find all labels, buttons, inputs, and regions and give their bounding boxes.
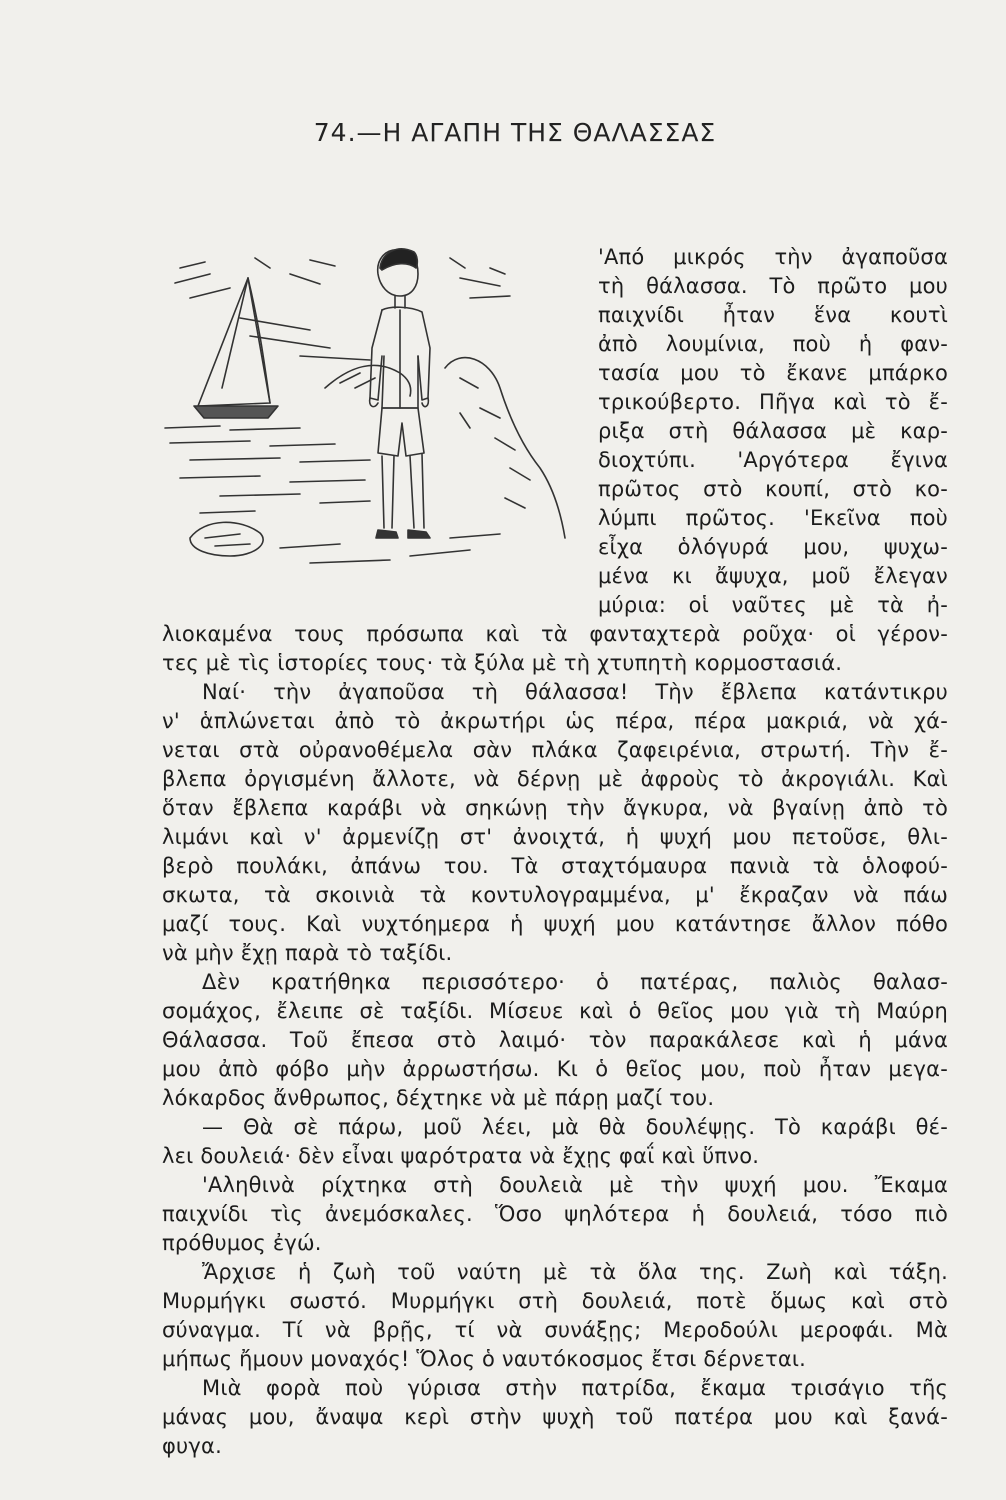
sea-boy-illustration xyxy=(160,238,580,578)
text-line: μένα κι ἄψυχα, μοῦ ἔλεγαν xyxy=(598,564,948,588)
text-line: ριξα στὴ θάλασσα μὲ καρ- xyxy=(598,419,948,443)
text-line: τὴ θάλασσα. Τὸ πρῶτο μου xyxy=(598,274,948,298)
text-line: τρικούβερτο. Πῆγα καὶ τὸ ἔ- xyxy=(598,390,948,414)
text-line: μάνας μου, ἄναψα κερὶ στὴν ψυχὴ τοῦ πατέρα μου καὶ ξανά- xyxy=(162,1405,948,1429)
text-line: λει δουλειά· δὲν εἶναι ψαρότρατα νὰ ἔχῃς φαΐ καὶ ὕπνο. xyxy=(162,1144,760,1168)
text-line: νεται στὰ οὐρανοθέμελα σὰν πλάκα ζαφειρένια, στρωτή. Τὴν ἔ- xyxy=(162,738,948,762)
text-line: βλεπα ὀργισμένη ἄλλοτε, νὰ δέρνῃ μὲ ἀφροὺς τὸ ἀκρογιάλι. Καὶ xyxy=(162,767,948,791)
text-line: ὅταν ἔβλεπα καράβι νὰ σηκώνῃ τὴν ἄγκυρα, νὰ βγαίνῃ ἀπὸ τὸ xyxy=(162,796,948,820)
text-line: μύρια: οἱ ναῦτες μὲ τὰ ἠ- xyxy=(598,593,948,617)
text-line: μαζί τους. Καὶ νυχτόημερα ἡ ψυχή μου κατάντησε ἄλλον πόθο xyxy=(162,912,948,936)
paragraph-first-line: 'Αληθινὰ ρίχτηκα στὴ δουλειὰ μὲ τὴν ψυχή μου. Ἔκαμα xyxy=(202,1173,948,1197)
paragraph-first-line: — Θὰ σὲ πάρω, μοῦ λέει, μὰ θὰ δουλέψῃς. Τὸ καράβι θέ- xyxy=(202,1115,948,1139)
text-line: σκωτα, τὰ σκοινιὰ τὰ κοντυλογραμμένα, μ' ἔκραζαν νὰ πάω xyxy=(162,883,948,907)
text-line: λόκαρδος ἄνθρωπος, δέχτηκε νὰ μὲ πάρῃ μαζί του. xyxy=(162,1086,715,1110)
text-line: εἶχα ὁλόγυρά μου, ψυχω- xyxy=(598,535,948,559)
text-line: ν' ἁπλώνεται ἀπὸ τὸ ἀκρωτήρι ὡς πέρα, πέρα μακριά, νὰ χά- xyxy=(162,709,948,733)
text-line: λύμπι πρῶτος. 'Εκεῖνα ποὺ xyxy=(598,506,948,530)
text-line: τες μὲ τὶς ἱστορίες τους· τὰ ξύλα μὲ τὴ χτυπητὴ κορμοστασιά. xyxy=(162,651,843,675)
text-line: Μυρμήγκι σωστό. Μυρμήγκι στὴ δουλειά, ποτὲ ὅμως καὶ στὸ xyxy=(162,1289,948,1313)
text-line: διοχτύπι. 'Αργότερα ἔγινα xyxy=(598,448,948,472)
text-line: νὰ μὴν ἔχῃ παρὰ τὸ ταξίδι. xyxy=(162,941,453,965)
text-line: πρόθυμος ἐγώ. xyxy=(162,1231,322,1255)
text-line: 'Από μικρός τὴν ἀγαποῦσα xyxy=(598,245,948,269)
text-line: μήπως ἤμουν μοναχός! Ὅλος ὁ ναυτόκοσμος ἔτσι δέρνεται. xyxy=(162,1347,807,1371)
text-line: παιχνίδι τὶς ἀνεμόσκαλες. Ὅσο ψηλότερα ἡ δουλειά, τόσο πιὸ xyxy=(162,1202,948,1226)
text-line: λιμάνι καὶ ν' ἀρμενίζῃ στ' ἀνοιχτά, ἡ ψυχή μου πετοῦσε, θλι- xyxy=(162,825,948,849)
chapter-title: 74.—Η ΑΓΑΠΗ ΤΗΣ ΘΑΛΑΣΣΑΣ xyxy=(313,118,717,147)
text-line: παιχνίδι ἦταν ἕνα κουτὶ xyxy=(598,303,948,327)
text-line: λιοκαμένα τους πρόσωπα καὶ τὰ φανταχτερὰ ροῦχα· οἱ γέρον- xyxy=(162,622,948,646)
paragraph-first-line: Ἄρχισε ἡ ζωὴ τοῦ ναύτη μὲ τὰ ὅλα της. Ζωὴ καὶ τάξη. xyxy=(202,1260,948,1284)
text-line: μου ἀπὸ φόβο μὴν ἀρρωστήσω. Κι ὁ θεῖος μου, ποὺ ἦταν μεγα- xyxy=(162,1057,948,1081)
text-line: σομάχος, ἔλειπε σὲ ταξίδι. Μίσευε καὶ ὁ θεῖος μου γιὰ τὴ Μαύρη xyxy=(162,999,948,1023)
text-line: βερὸ πουλάκι, ἀπάνω του. Τὰ σταχτόμαυρα πανιὰ τὰ ὁλοφού- xyxy=(162,854,948,878)
text-line: σύναγμα. Τί νὰ βρῇς, τί νὰ συνάξῃς; Μεροδούλι μεροφάι. Μὰ xyxy=(162,1318,948,1342)
text-line: τασία μου τὸ ἔκανε μπάρκο xyxy=(598,361,948,385)
paragraph-first-line: Ναί· τὴν ἀγαποῦσα τὴ θάλασσα! Τὴν ἔβλεπα κατάντικρυ xyxy=(202,680,948,704)
text-line: πρῶτος στὸ κουπί, στὸ κο- xyxy=(598,477,948,501)
text-line: ἀπὸ λουμίνια, ποὺ ἡ φαν- xyxy=(598,332,948,356)
text-line: Θάλασσα. Τοῦ ἔπεσα στὸ λαιμό· τὸν παρακάλεσε καὶ ἡ μάνα xyxy=(162,1028,948,1052)
paragraph-first-line: Δὲν κρατήθηκα περισσότερο· ὁ πατέρας, παλιὸς θαλασ- xyxy=(202,970,948,994)
text-line: φυγα. xyxy=(162,1434,222,1458)
paragraph-first-line: Μιὰ φορὰ ποὺ γύρισα στὴν πατρίδα, ἔκαμα τρισάγιο τῆς xyxy=(202,1376,948,1400)
